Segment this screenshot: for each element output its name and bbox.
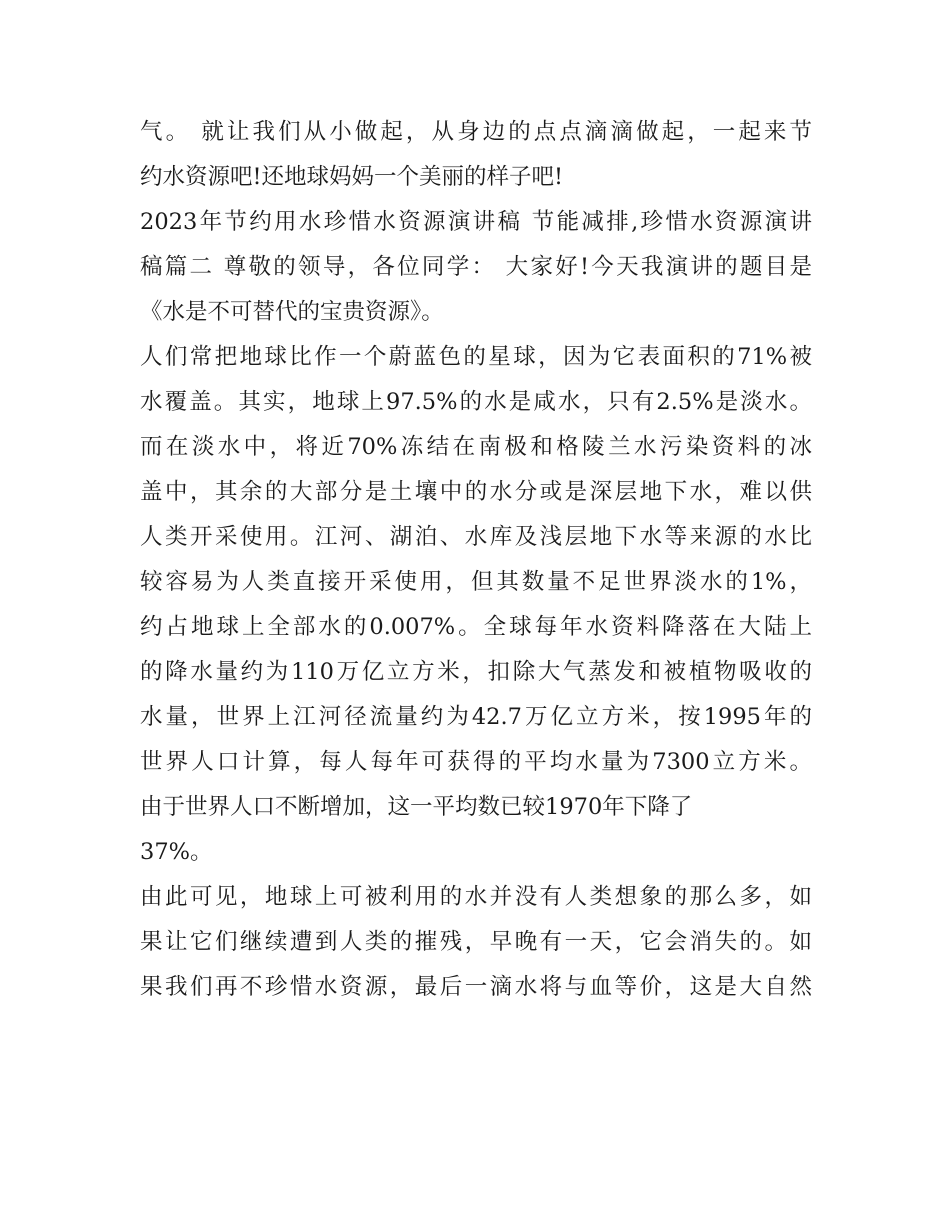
- text-line: 气。 就让我们从小做起，从身边的点点滴滴做起，一起来节: [140, 119, 812, 145]
- text-line: 而在淡水中，将近70%冻结在南极和格陵兰水污染资料的冰: [140, 434, 812, 460]
- text-line: 世界人口计算，每人每年可获得的平均水量为7300立方米。: [140, 749, 812, 775]
- text-line: 由于世界人口不断增加，这一平均数已较1970年下降了: [140, 794, 693, 820]
- text-line: 约水资源吧!还地球妈妈一个美丽的样子吧!: [140, 164, 564, 190]
- text-line: 37%。: [140, 839, 213, 865]
- text-line: 稿篇二 尊敬的领导，各位同学： 大家好!今天我演讲的题目是: [140, 254, 812, 280]
- text-line: 2023年节约用水珍惜水资源演讲稿 节能减排,珍惜水资源演讲: [140, 209, 812, 235]
- text-line: 水覆盖。其实，地球上97.5%的水是咸水，只有2.5%是淡水。: [140, 389, 812, 415]
- text-line: 人类开采使用。江河、湖泊、水库及浅层地下水等来源的水比: [140, 524, 812, 550]
- text-line: 果我们再不珍惜水资源，最后一滴水将与血等价，这是大自然: [140, 974, 812, 1000]
- text-line: 较容易为人类直接开采使用，但其数量不足世界淡水的1%，: [140, 569, 812, 595]
- text-line: 由此可见，地球上可被利用的水并没有人类想象的那么多，如: [140, 884, 812, 910]
- text-line: 约占地球上全部水的0.007%。全球每年水资料降落在大陆上: [140, 614, 812, 640]
- text-line: 的降水量约为110万亿立方米，扣除大气蒸发和被植物吸收的: [140, 659, 812, 685]
- body-text: [140, 110, 812, 1010]
- text-line: 《水是不可替代的宝贵资源》。: [140, 299, 444, 325]
- text-line: 盖中，其余的大部分是土壤中的水分或是深层地下水，难以供: [140, 479, 812, 505]
- text-line: 水量，世界上江河径流量约为42.7万亿立方米，按1995年的: [140, 704, 812, 730]
- text-line: 果让它们继续遭到人类的摧残，早晚有一天，它会消失的。如: [140, 929, 812, 955]
- text-line: 人们常把地球比作一个蔚蓝色的星球，因为它表面积的71%被: [140, 344, 812, 370]
